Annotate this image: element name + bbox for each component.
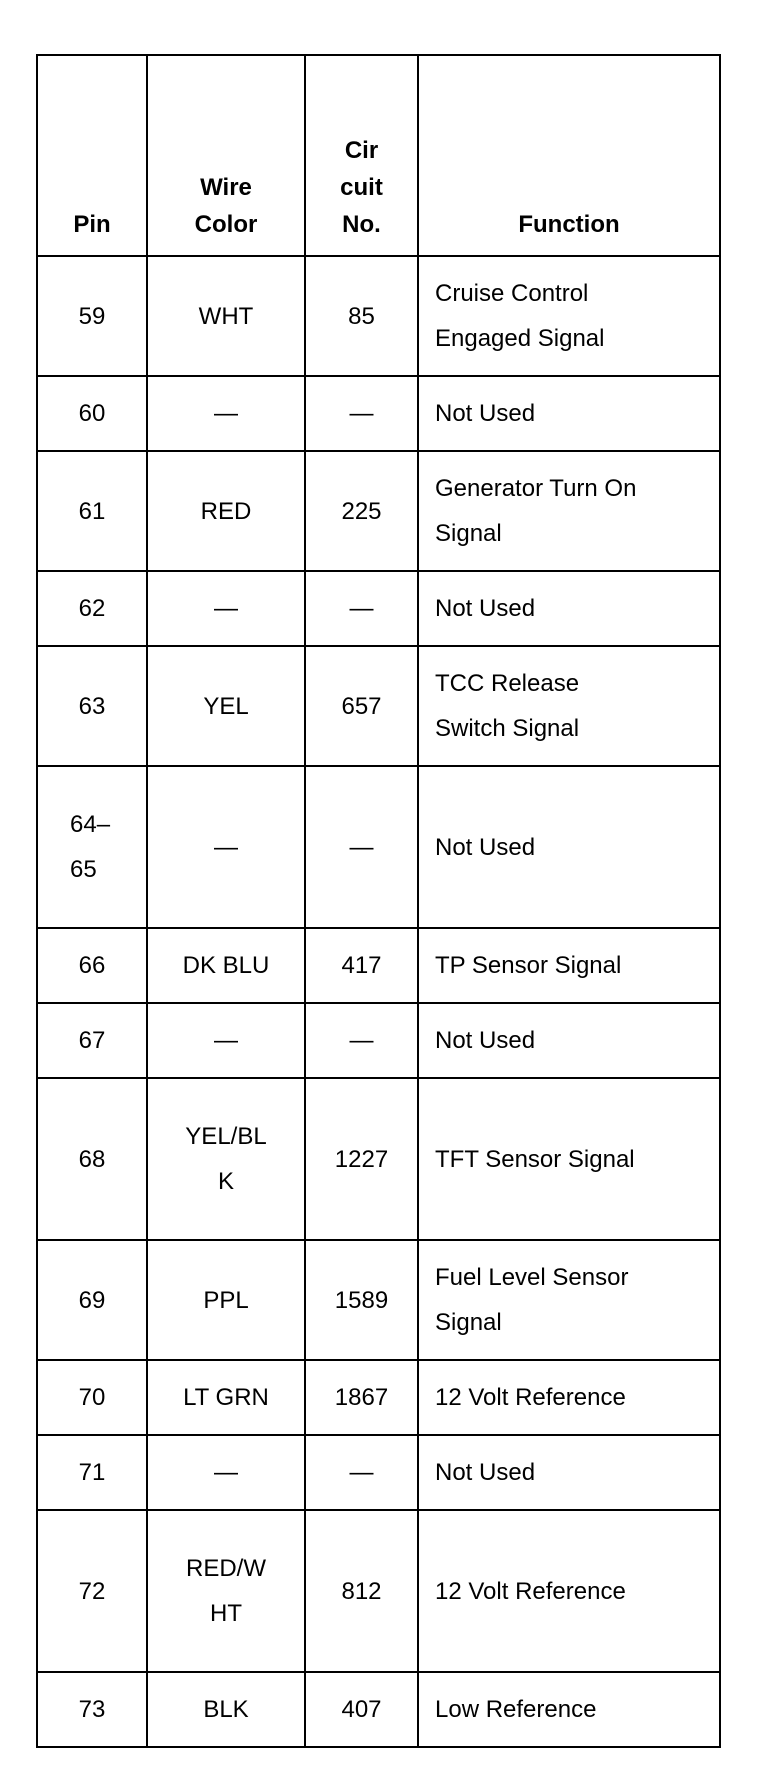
- header-circuit-no: Cir cuit No.: [305, 55, 418, 256]
- pin-cell: 70: [37, 1360, 147, 1435]
- function-cell: Not Used: [418, 376, 720, 451]
- circuit-no-cell: 1589: [305, 1240, 418, 1360]
- wire-color-cell: DK BLU: [147, 928, 305, 1003]
- circuit-no-cell: 407: [305, 1672, 418, 1747]
- pin-cell: 71: [37, 1435, 147, 1510]
- wire-color-cell: BLK: [147, 1672, 305, 1747]
- circuit-no-cell: 1867: [305, 1360, 418, 1435]
- circuit-no-cell: 417: [305, 928, 418, 1003]
- pin-cell: 72: [37, 1510, 147, 1672]
- function-cell: TFT Sensor Signal: [418, 1078, 720, 1240]
- pin-cell: 64–65: [37, 766, 147, 928]
- table-row: [37, 1360, 720, 1435]
- table-row: [37, 1003, 720, 1078]
- function-cell: Generator Turn On Signal: [418, 451, 720, 571]
- function-cell: Not Used: [418, 1435, 720, 1510]
- function-cell: TCC Release Switch Signal: [418, 646, 720, 766]
- circuit-no-cell: —: [305, 571, 418, 646]
- header-wire-color: Wire Color: [147, 55, 305, 256]
- pin-function-table: [36, 54, 721, 1748]
- function-cell: Not Used: [418, 1003, 720, 1078]
- wire-color-cell: WHT: [147, 256, 305, 376]
- header-pin: Pin: [37, 55, 147, 256]
- circuit-no-cell: 85: [305, 256, 418, 376]
- function-cell: Not Used: [418, 571, 720, 646]
- circuit-no-cell: 1227: [305, 1078, 418, 1240]
- function-cell: Cruise Control Engaged Signal: [418, 256, 720, 376]
- table-row: [37, 1240, 720, 1360]
- table-row: [37, 766, 720, 928]
- wire-color-cell: YEL: [147, 646, 305, 766]
- wire-color-cell: LT GRN: [147, 1360, 305, 1435]
- wire-color-cell: —: [147, 376, 305, 451]
- pin-cell: 68: [37, 1078, 147, 1240]
- table-row: [37, 1435, 720, 1510]
- wire-color-cell: —: [147, 1003, 305, 1078]
- circuit-no-cell: —: [305, 376, 418, 451]
- wire-color-cell: RED: [147, 451, 305, 571]
- circuit-no-cell: —: [305, 1435, 418, 1510]
- pin-cell: 62: [37, 571, 147, 646]
- function-cell: Low Reference: [418, 1672, 720, 1747]
- header-function: Function: [418, 55, 720, 256]
- function-cell: 12 Volt Reference: [418, 1360, 720, 1435]
- table-row: [37, 1672, 720, 1747]
- pin-cell: 66: [37, 928, 147, 1003]
- table-row: [37, 1078, 720, 1240]
- pin-cell: 63: [37, 646, 147, 766]
- circuit-no-cell: 657: [305, 646, 418, 766]
- circuit-no-cell: —: [305, 766, 418, 928]
- pin-cell: 67: [37, 1003, 147, 1078]
- function-cell: Fuel Level Sensor Signal: [418, 1240, 720, 1360]
- function-cell: 12 Volt Reference: [418, 1510, 720, 1672]
- wire-color-cell: —: [147, 1435, 305, 1510]
- table-row: [37, 451, 720, 571]
- table-row: [37, 376, 720, 451]
- wire-color-cell: YEL/BLK: [147, 1078, 305, 1240]
- table-row: [37, 1510, 720, 1672]
- table-row: [37, 571, 720, 646]
- pin-cell: 73: [37, 1672, 147, 1747]
- pin-cell: 60: [37, 376, 147, 451]
- wire-color-cell: —: [147, 766, 305, 928]
- table-row: [37, 928, 720, 1003]
- wire-color-cell: RED/WHT: [147, 1510, 305, 1672]
- pin-cell: 61: [37, 451, 147, 571]
- wire-color-cell: PPL: [147, 1240, 305, 1360]
- header-row: [37, 55, 720, 256]
- function-cell: TP Sensor Signal: [418, 928, 720, 1003]
- function-cell: Not Used: [418, 766, 720, 928]
- wire-color-cell: —: [147, 571, 305, 646]
- circuit-no-cell: 812: [305, 1510, 418, 1672]
- table-row: [37, 646, 720, 766]
- pin-cell: 59: [37, 256, 147, 376]
- pin-cell: 69: [37, 1240, 147, 1360]
- table-row: [37, 256, 720, 376]
- circuit-no-cell: —: [305, 1003, 418, 1078]
- circuit-no-cell: 225: [305, 451, 418, 571]
